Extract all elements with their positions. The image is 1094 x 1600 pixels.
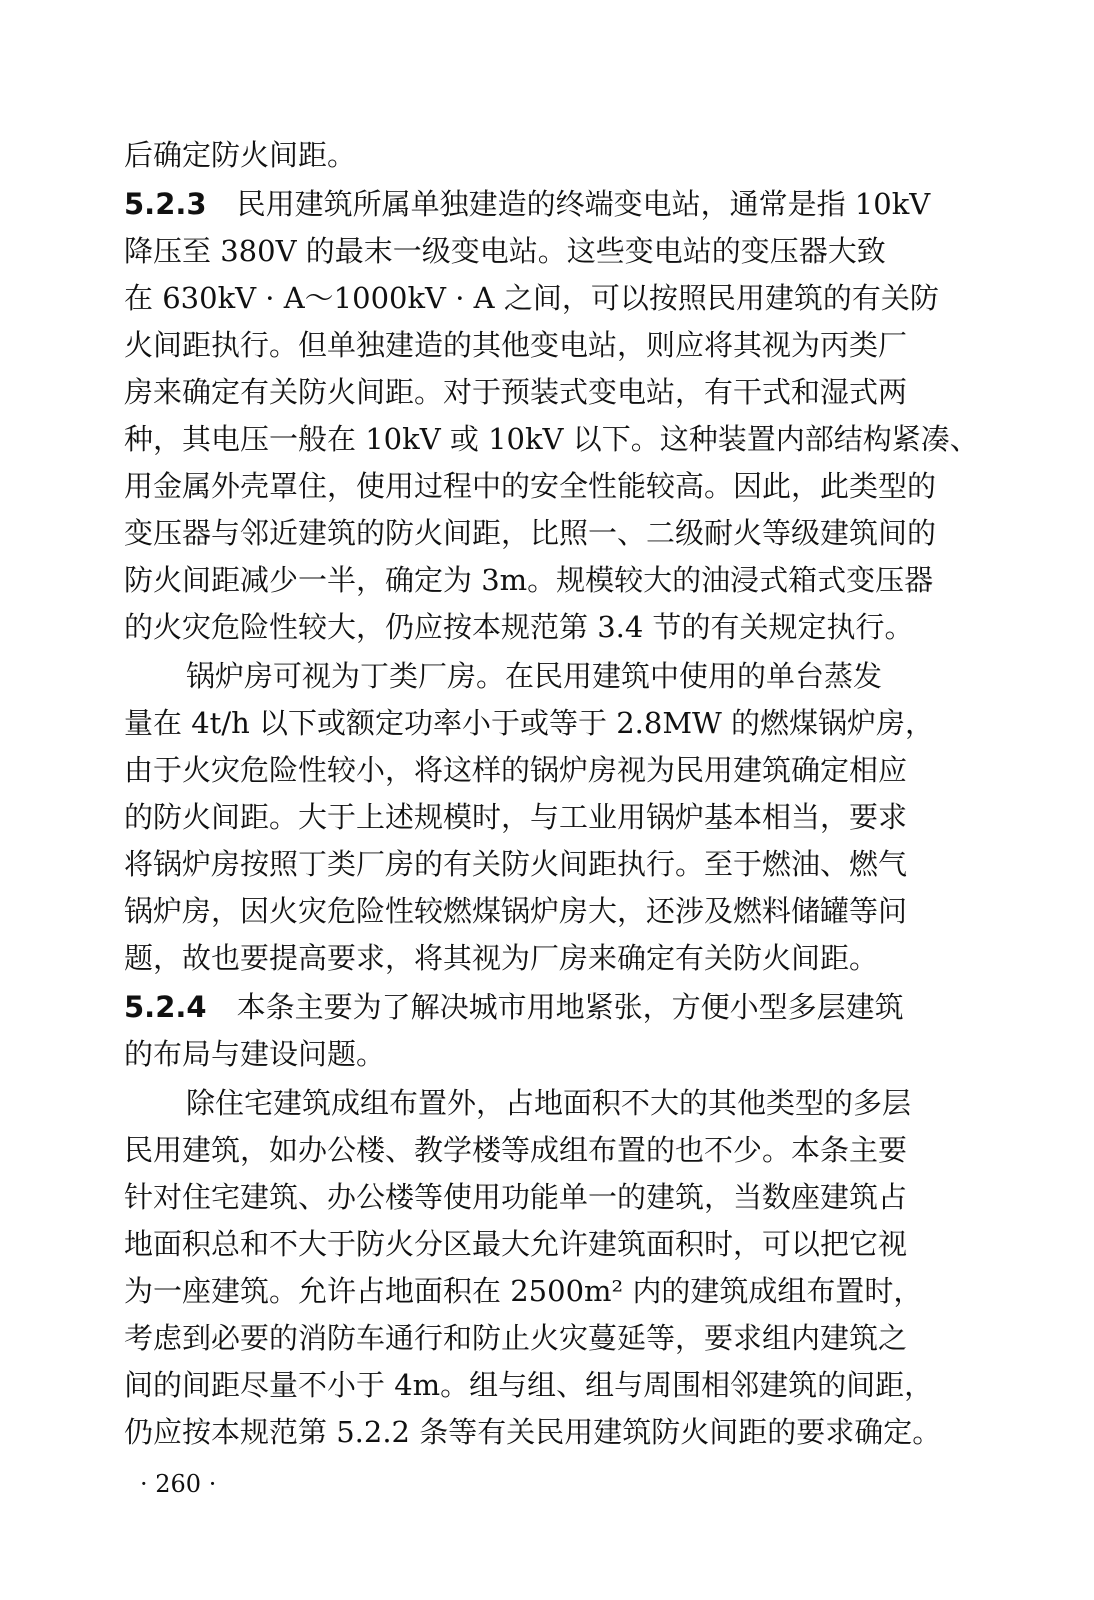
text-line: 火间距执行。但单独建造的其他变电站，则应将其视为丙类厂 — [124, 328, 908, 362]
text-line: 针对住宅建筑、办公楼等使用功能单一的建筑，当数座建筑占 — [124, 1180, 908, 1214]
text-line: 的布局与建设问题。 — [124, 1037, 386, 1071]
text-line: 的火灾危险性较大，仍应按本规范第 3.4 节的有关规定执行。 — [124, 610, 914, 644]
text-line: 降压至 380V 的最末一级变电站。这些变电站的变压器大致 — [124, 234, 886, 268]
page-number: · 260 · — [140, 1470, 217, 1498]
text-line: 将锅炉房按照丁类厂房的有关防火间距执行。至于燃油、燃气 — [124, 847, 908, 881]
text-line: 为一座建筑。允许占地面积在 2500m² 内的建筑成组布置时， — [124, 1274, 923, 1308]
text-line: 仍应按本规范第 5.2.2 条等有关民用建筑防火间距的要求确定。 — [124, 1415, 942, 1449]
section-number: 5.2.4 — [124, 990, 207, 1024]
text-line: 考虑到必要的消防车通行和防止火灾蔓延等，要求组内建筑之 — [124, 1321, 908, 1355]
text-line: 锅炉房，因火灾危险性较燃煤锅炉房大，还涉及燃料储罐等问 — [124, 894, 908, 928]
text-line: 防火间距减少一半，确定为 3m。规模较大的油浸式箱式变压器 — [124, 563, 934, 597]
text-line: 民用建筑，如办公楼、教学楼等成组布置的也不少。本条主要 — [124, 1133, 908, 1167]
text-line: 除住宅建筑成组布置外，占地面积不大的其他类型的多层 — [186, 1086, 912, 1120]
text-line: 用金属外壳罩住，使用过程中的安全性能较高。因此，此类型的 — [124, 469, 937, 503]
section-line-5-2-4 — [124, 984, 980, 1030]
text-line: 锅炉房可视为丁类厂房。在民用建筑中使用的单台蒸发 — [186, 659, 883, 693]
text-line: 量在 4t/h 以下或额定功率小于或等于 2.8MW 的燃煤锅炉房， — [124, 706, 935, 740]
text-line: 由于火灾危险性较小，将这样的锅炉房视为民用建筑确定相应 — [124, 753, 908, 787]
text-line: 的防火间距。大于上述规模时，与工业用锅炉基本相当，要求 — [124, 800, 908, 834]
text-line: 房来确定有关防火间距。对于预装式变电站，有干式和湿式两 — [124, 375, 908, 409]
text-line: 地面积总和不大于防火分区最大允许建筑面积时，可以把它视 — [124, 1227, 908, 1261]
text-line: 在 630kV · A～1000kV · A 之间，可以按照民用建筑的有关防 — [124, 281, 939, 315]
section-number: 5.2.3 — [124, 187, 207, 221]
section-line-5-2-3 — [124, 181, 980, 227]
text-line: 民用建筑所属单独建造的终端变电站，通常是指 10kV — [236, 187, 931, 221]
text-line: 变压器与邻近建筑的防火间距，比照一、二级耐火等级建筑间的 — [124, 516, 937, 550]
text-line: 种，其电压一般在 10kV 或 10kV 以下。这种装置内部结构紧凑、 — [124, 422, 979, 456]
text-line: 题，故也要提高要求，将其视为厂房来确定有关防火间距。 — [124, 941, 879, 975]
text-line: 后确定防火间距。 — [124, 138, 357, 172]
text-line: 间的间距尽量不小于 4m。组与组、组与周围相邻建筑的间距， — [124, 1368, 934, 1402]
text-line: 本条主要为了解决城市用地紧张，方便小型多层建筑 — [236, 990, 904, 1024]
